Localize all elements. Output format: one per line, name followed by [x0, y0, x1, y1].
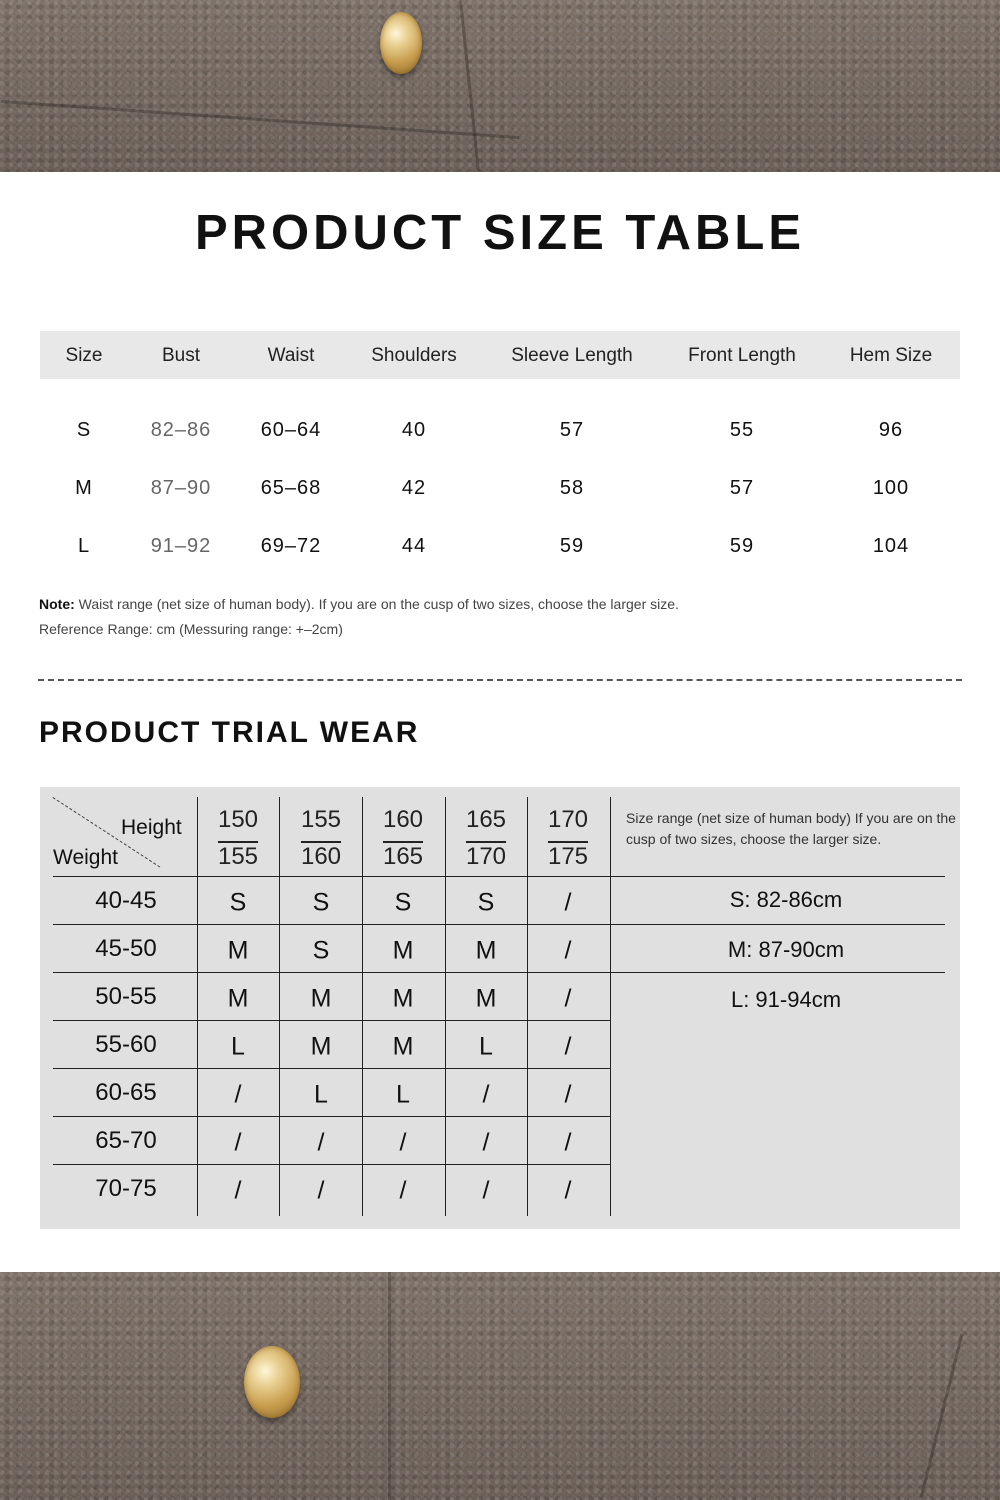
weight-range: 65-70	[95, 1127, 157, 1154]
height-from: 165	[465, 806, 507, 833]
size-cell-bust: 82–86	[150, 419, 212, 441]
height-from: 160	[382, 806, 424, 833]
trial-size-cell: S	[312, 936, 330, 965]
height-to: 175	[547, 843, 589, 870]
trial-size-cell: L	[314, 1080, 328, 1109]
grid-line-vertical	[279, 797, 280, 1216]
size-cell-bust: 87–90	[150, 477, 212, 499]
trial-size-cell: /	[564, 936, 572, 965]
trial-size-cell: M	[310, 1032, 332, 1061]
height-to: 165	[382, 843, 424, 870]
grid-line-horizontal	[53, 1116, 610, 1117]
fabric-photo-top	[0, 0, 1000, 172]
height-header	[466, 801, 506, 875]
size-cell-sleeve-length: 57	[559, 419, 585, 441]
height-from: 170	[547, 806, 589, 833]
trial-size-cell: M	[227, 984, 249, 1013]
weight-range: 70-75	[95, 1175, 157, 1202]
trial-wear-title: PRODUCT TRIAL WEAR	[39, 716, 420, 749]
grid-line-horizontal	[53, 876, 945, 877]
note-label: Note:	[39, 596, 75, 612]
grid-line-horizontal	[53, 1068, 610, 1069]
trial-size-cell: M	[227, 936, 249, 965]
grid-line-vertical	[610, 797, 611, 1216]
bust-range: S: 82-86cm	[729, 887, 843, 912]
height-label: Height	[121, 816, 182, 839]
placket-edge	[388, 1272, 391, 1500]
bust-range: M: 87-90cm	[727, 937, 845, 962]
trial-size-cell: /	[482, 1128, 490, 1157]
trial-size-cell: /	[317, 1128, 325, 1157]
height-header	[383, 801, 423, 875]
grid-line-horizontal	[53, 1164, 610, 1165]
trial-size-cell: /	[399, 1176, 407, 1205]
trial-size-cell: /	[399, 1128, 407, 1157]
weight-range: 45-50	[95, 935, 157, 962]
trial-size-cell: /	[564, 984, 572, 1013]
height-from: 155	[300, 806, 342, 833]
trial-size-cell: /	[482, 1080, 490, 1109]
placket-edge	[459, 0, 480, 171]
height-to: 155	[217, 843, 259, 870]
size-cell-hem-size: 96	[878, 419, 904, 441]
trial-size-cell: /	[317, 1176, 325, 1205]
header-hem-size: Hem Size	[849, 345, 933, 366]
weight-range: 50-55	[95, 983, 157, 1010]
size-cell-shoulders: 42	[401, 477, 427, 499]
grid-line-horizontal	[53, 1020, 610, 1021]
size-cell-shoulders: 40	[401, 419, 427, 441]
size-cell-hem-size: 104	[872, 535, 910, 557]
trial-size-cell: S	[394, 888, 412, 917]
trial-size-cell: M	[475, 984, 497, 1013]
trial-size-cell: /	[234, 1176, 242, 1205]
trial-size-cell: M	[392, 936, 414, 965]
size-cell-front-length: 57	[729, 477, 755, 499]
size-cell-hem-size: 100	[872, 477, 910, 499]
header-size: Size	[65, 345, 103, 366]
collar-edge	[920, 1334, 964, 1498]
trial-size-cell: /	[234, 1128, 242, 1157]
grid-line-vertical	[362, 797, 363, 1216]
dashed-divider	[38, 679, 962, 681]
trial-size-cell: L	[479, 1032, 493, 1061]
header-bust: Bust	[161, 345, 201, 366]
weight-label: Weight	[53, 846, 118, 869]
grid-line-vertical	[445, 797, 446, 1216]
header-waist: Waist	[267, 345, 315, 366]
trial-size-cell: /	[234, 1080, 242, 1109]
trial-size-cell: L	[396, 1080, 410, 1109]
note-text: Waist range (net size of human body). If you are on the cusp of two sizes, choose the larger size.	[74, 596, 679, 612]
grid-line-horizontal	[53, 972, 945, 973]
trial-size-cell: /	[564, 1128, 572, 1157]
header-sleeve-length: Sleeve Length	[511, 345, 633, 366]
size-cell-front-length: 59	[729, 535, 755, 557]
gold-button	[244, 1346, 300, 1418]
size-cell-waist: 69–72	[260, 535, 322, 557]
bust-range: L: 91-94cm	[730, 987, 842, 1012]
trial-size-cell: M	[310, 984, 332, 1013]
gold-button	[380, 12, 422, 74]
trial-size-cell: /	[564, 888, 572, 917]
weight-range: 60-65	[95, 1079, 157, 1106]
grid-line-vertical	[527, 797, 528, 1216]
trial-size-cell: /	[564, 1080, 572, 1109]
size-cell-waist: 65–68	[260, 477, 322, 499]
size-cell-sleeve-length: 58	[559, 477, 585, 499]
height-to: 170	[465, 843, 507, 870]
grid-line-vertical	[197, 797, 198, 1216]
trial-size-cell: /	[482, 1176, 490, 1205]
size-cell-shoulders: 44	[401, 535, 427, 557]
size-cell-sleeve-length: 59	[559, 535, 585, 557]
trial-size-cell: M	[475, 936, 497, 965]
placket-seam	[1, 100, 520, 139]
note-line	[39, 596, 679, 612]
size-cell-front-length: 55	[729, 419, 755, 441]
size-cell-bust: 91–92	[150, 535, 212, 557]
size-cell-size: M	[75, 477, 93, 499]
trial-size-cell: M	[392, 1032, 414, 1061]
trial-size-cell: L	[231, 1032, 245, 1061]
header-front-length: Front Length	[688, 345, 796, 366]
trial-size-cell: S	[477, 888, 495, 917]
height-from: 150	[217, 806, 259, 833]
side-note: Size range (net size of human body) If you are on the cusp of two sizes, choose the larger size.	[626, 810, 956, 847]
trial-size-cell: /	[564, 1176, 572, 1205]
page-title: PRODUCT SIZE TABLE	[194, 206, 806, 260]
size-cell-size: L	[77, 535, 91, 557]
trial-size-cell: S	[312, 888, 330, 917]
height-header	[301, 801, 341, 875]
size-cell-waist: 60–64	[260, 419, 322, 441]
size-cell-size: S	[76, 419, 92, 441]
weight-range: 40-45	[95, 887, 157, 914]
weight-range: 55-60	[95, 1031, 157, 1058]
trial-size-cell: M	[392, 984, 414, 1013]
trial-size-cell: S	[229, 888, 247, 917]
header-shoulders: Shoulders	[371, 345, 457, 366]
height-header	[218, 801, 258, 875]
grid-line-horizontal	[53, 924, 945, 925]
height-header	[548, 801, 588, 875]
height-to: 160	[300, 843, 342, 870]
reference-range: Reference Range: cm (Messuring range: +–2cm)	[39, 621, 343, 637]
fabric-photo-bottom	[0, 1272, 1000, 1500]
trial-size-cell: /	[564, 1032, 572, 1061]
